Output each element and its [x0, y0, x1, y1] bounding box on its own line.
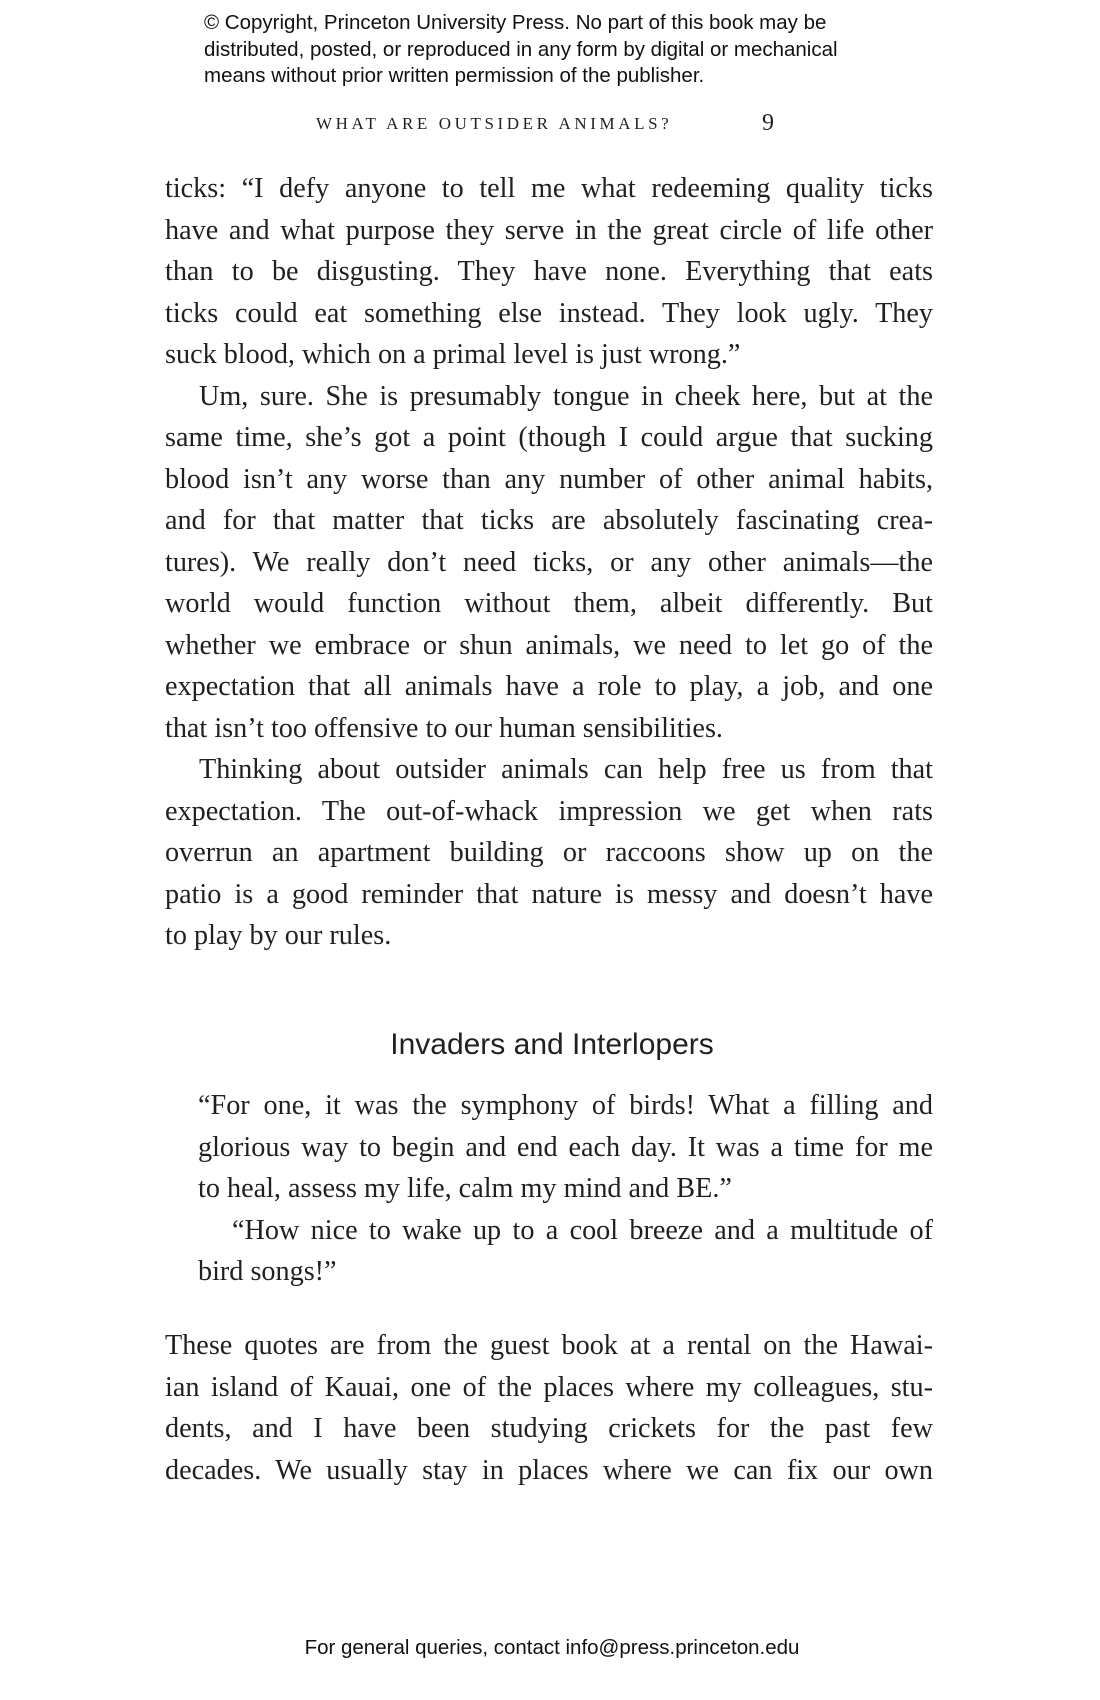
text-line: ticks: “I defy anyone to tell me what redeeming quality ticks	[165, 173, 933, 204]
body-text-main	[165, 168, 933, 957]
text-line: have and what purpose they serve in the great circle of life other	[165, 214, 933, 246]
text-line: that isn’t too offensive to our human sensibilities.	[165, 712, 723, 744]
text-line: dents, and I have been studying crickets for the past few	[165, 1413, 933, 1444]
text-line: glorious way to begin and end each day. It was a time for me	[198, 1131, 933, 1163]
text-line: overrun an apartment building or raccoons show up on the	[165, 837, 933, 868]
text-line: and for that matter that ticks are absolutely fascinating crea-	[165, 505, 933, 536]
quote-paragraph	[198, 1210, 933, 1293]
section-heading: Invaders and Interlopers	[390, 1028, 714, 1061]
text-line: to heal, assess my life, calm my mind and BE.”	[198, 1173, 732, 1204]
footer-contact: For general queries, contact info@press.princeton.edu	[304, 1636, 800, 1659]
text-line: “For one, it was the symphony of birds! What a filling and	[198, 1090, 933, 1121]
text-line: Thinking about outsider animals can help free us from that	[199, 754, 933, 785]
paragraph	[165, 1325, 933, 1491]
text-line: tures). We really don’t need ticks, or any other animals—the	[165, 546, 933, 578]
blockquote	[198, 1085, 933, 1293]
body-text-after-heading	[165, 1325, 933, 1491]
text-line: decades. We usually stay in places where we can fix our own	[165, 1454, 933, 1486]
paragraph	[165, 376, 933, 750]
page-number: 9	[762, 110, 774, 136]
copyright-line: distributed, posted, or reproduced in any form by digital or mechanical	[204, 37, 838, 61]
copyright-notice	[204, 10, 924, 90]
text-line: same time, she’s got a point (though I could argue that sucking	[165, 422, 933, 453]
text-line: “How nice to wake up to a cool breeze and a multitude of	[232, 1214, 933, 1246]
text-line: suck blood, which on a primal level is just wrong.”	[165, 339, 741, 370]
text-line: expectation. The out-of-whack impression we get when rats	[165, 795, 933, 827]
copyright-line: means without prior written permission of the publisher.	[204, 64, 705, 87]
running-head-title: WHAT ARE OUTSIDER ANIMALS?	[316, 114, 673, 133]
text-line: bird songs!”	[198, 1256, 337, 1287]
copyright-line: © Copyright, Princeton University Press. No part of this book may be	[204, 11, 827, 34]
text-line: expectation that all animals have a role to play, a job, and one	[165, 671, 933, 702]
text-line: ticks could eat something else instead. They look ugly. They	[165, 297, 933, 329]
text-line: ian island of Kauai, one of the places where my colleagues, stu-	[165, 1371, 933, 1403]
text-line: blood isn’t any worse than any number of other animal habits,	[165, 463, 933, 495]
quote-paragraph	[198, 1085, 933, 1210]
text-line: Um, sure. She is presumably tongue in cheek here, but at the	[199, 380, 933, 412]
text-line: whether we embrace or shun animals, we need to let go of the	[165, 629, 933, 661]
paragraph	[165, 168, 933, 376]
text-line: than to be disgusting. They have none. Everything that eats	[165, 256, 933, 287]
text-line: world would function without them, albeit differently. But	[165, 588, 933, 619]
text-line: to play by our rules.	[165, 920, 392, 951]
text-line: These quotes are from the guest book at a rental on the Hawai-	[165, 1330, 933, 1361]
paragraph	[165, 749, 933, 957]
text-line: patio is a good reminder that nature is messy and doesn’t have	[165, 878, 933, 910]
